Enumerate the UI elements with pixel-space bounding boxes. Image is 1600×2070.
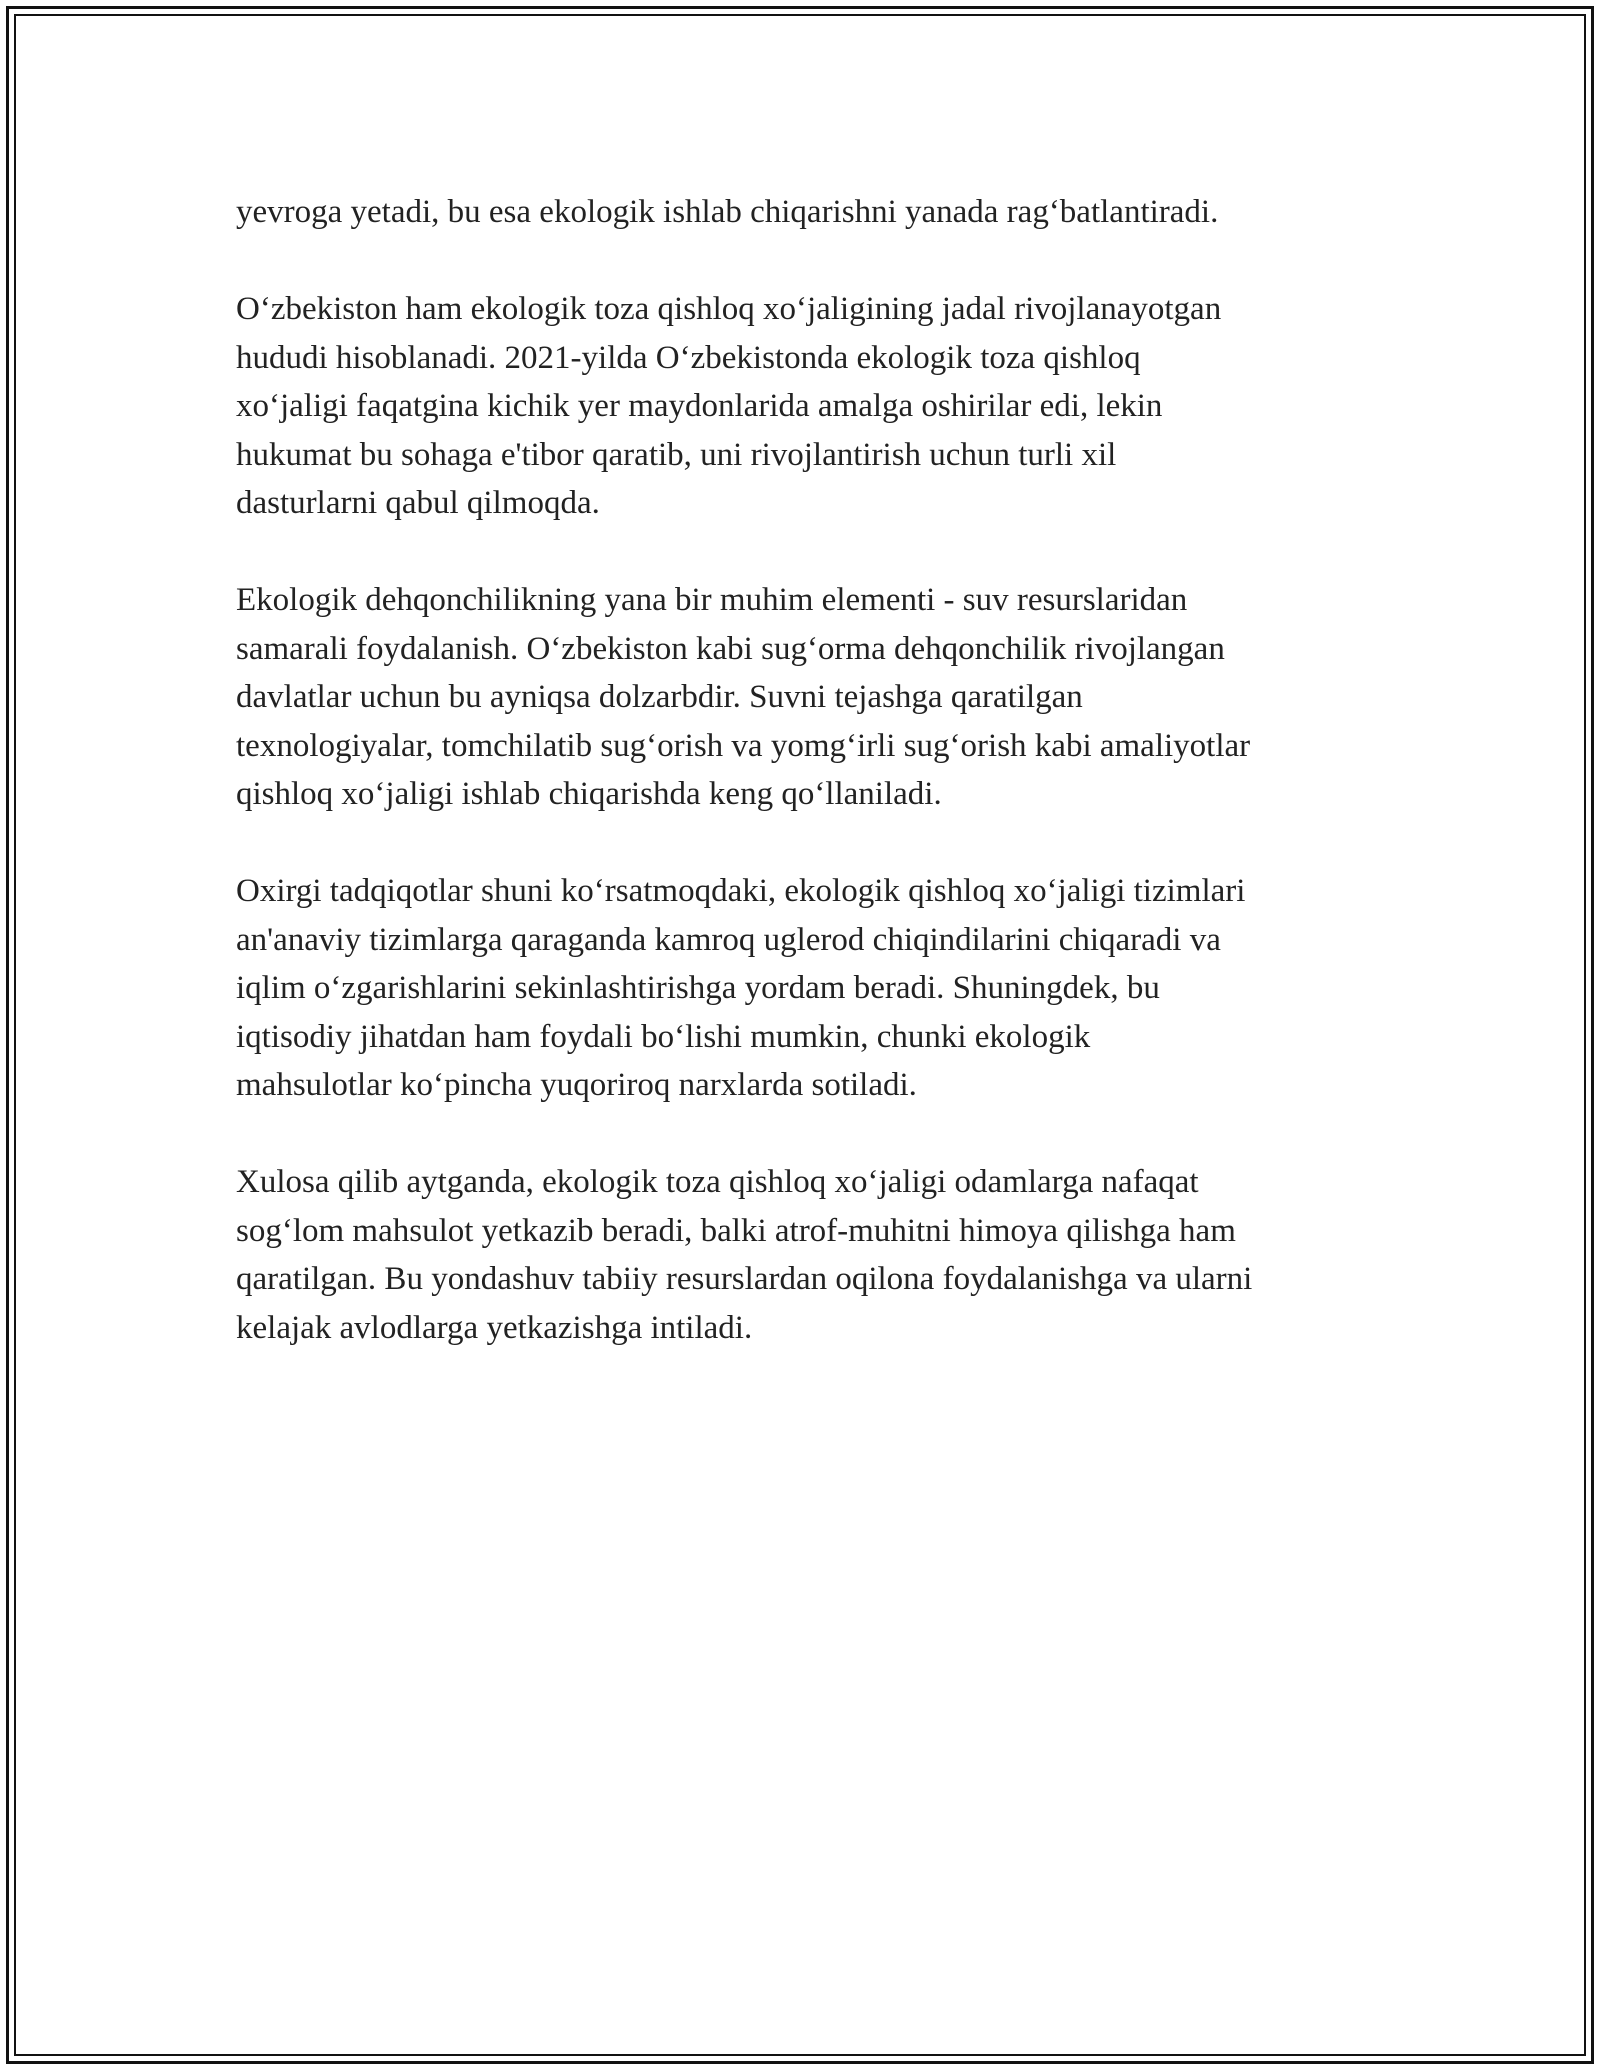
paragraph-2: O‘zbekiston ham ekologik toza qishloq xo‘jaligining jadal rivojlanayotgan hududi hisoblanadi. 2021-yilda O‘zbekistonda ekologik toza qishloq xo‘jaligi faqatgina kichik yer maydonlarida amalga oshirilar edi, lekin hukumat bu sohaga e'tibor qaratib, uni rivojlantirish uchun turli xil dasturlarni qabul qilmoqda. [236,291,1222,521]
paragraph-4: Oxirgi tadqiqotlar shuni ko‘rsatmoqdaki, ekologik qishloq xo‘jaligi tizimlari an'anaviy tizimlarga qaraganda kamroq uglerod chiqindilarini chiqaradi va iqlim o‘zgarishlarini sekinlashtirishga yordam beradi. Shuningdek, bu iqtisodiy jihatdan ham foydali bo‘lishi mumkin, chunki ekologik mahsulotlar ko‘pincha yuqoriroq narxlarda sotiladi. [236,873,1246,1103]
paragraph-3: Ekologik dehqonchilikning yana bir muhim elementi - suv resurslaridan samarali foydalanish. O‘zbekiston kabi sug‘orma dehqonchilik rivojlangan davlatlar uchun bu ayniqsa dolzarbdir. Suvni tejashga qaratilgan texnologiyalar, tomchilatib sug‘orish va yomg‘irli sug‘orish kabi amaliyotlar qishloq xo‘jaligi ishlab chiqarishda keng qo‘llaniladi. [236,582,1251,812]
paragraph-1: yevroga yetadi, bu esa ekologik ishlab chiqarishni yanada rag‘batlantiradi. [236,194,1219,230]
paragraph-5: Xulosa qilib aytganda, ekologik toza qishloq xo‘jaligi odamlarga nafaqat sog‘lom mahsulot yetkazib beradi, balki atrof-muhitni himoya qilishga ham qaratilgan. Bu yondashuv tabiiy resurslardan oqilona foydalanishga va ularni kelajak avlodlarga yetkazishga intiladi. [236,1164,1253,1346]
document-body [236,188,1386,1401]
